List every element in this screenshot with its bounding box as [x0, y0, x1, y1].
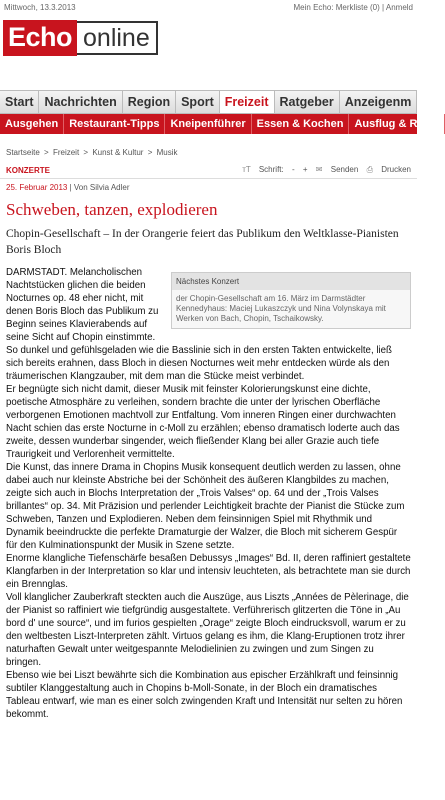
article-paragraph: Enorme klangliche Tiefenschärfe besaßen Debussys „Images“ Bd. II, deren raffiniert gestaltete Klangfarben in der Interpretation so klar und intensiv leuchteten, als betrachtete man sie durch ein Brennglas. [6, 553, 411, 590]
article-body [6, 266, 411, 721]
article-paragraph: Die Kunst, das innere Drama in Chopins Musik konsequent deutlich werden zu lassen, ohne dabei auch nur kleinste Abstriche bei der Schönheit des äußeren Klangbildes zu machen, zeigte sich auch in Blochs Interpretation der „Trois Valses“ op. 64 und der „Trois Valses brillantes“ op. 34. Mit Präzision und perlender Leichtigkeit brachte der Pianist die Stücke zum Schweben, Tanzen und Explodieren. Neben dem feinsinnigen Spiel mit Rhythmik und Dynamik beeindruckte die perfekte Dramaturgie der Walzer, die Bloch mit sicherem Gespür für den Kulminationspunkt der Musik in Szene setzte. [6, 462, 405, 551]
article-paragraph: Voll klanglicher Zauberkraft steckten auch die Auszüge, aus Liszts „Années de Pèlerinage, die der Pianist so raffiniert wie tiefgründig ausgestaltete. Verführerisch glitzerten die Töne in „Au bord d' une source“, und im furios gespielten „Orage“ zeigte Bloch eindrucksvoll, warum er zu den weltbesten Liszt-Interpreten zählt. Virtuos gelang es ihm, die Klang-Eruptionen trotz ihrer naturhaften Gewalt unter weitgespannte Melodielinien zu zwingen und zum Singen zu bringen. [6, 592, 409, 668]
font-increase-button[interactable]: + [302, 165, 308, 174]
breadcrumb-separator: > [44, 148, 49, 157]
breadcrumb-separator: > [147, 148, 153, 157]
main-navigation [0, 90, 417, 114]
nav-item-region[interactable]: Region [123, 91, 176, 113]
current-date: Mittwoch, 13.3.2013 [4, 2, 76, 12]
nav-item-anzeigen[interactable]: Anzeigenm [340, 91, 418, 113]
next-concert-infobox [171, 272, 411, 329]
subnav-item-ausgehen[interactable]: Ausgehen [0, 114, 64, 134]
article-date: 25. Februar 2013 [6, 183, 68, 192]
top-bar [0, 0, 417, 14]
logo-online: online [77, 21, 158, 55]
article-dateline [0, 179, 417, 192]
login-link[interactable]: Anmeld [385, 2, 413, 12]
nav-item-start[interactable]: Start [0, 91, 39, 113]
nav-item-nachrichten[interactable]: Nachrichten [39, 91, 122, 113]
mein-echo-label: Mein Echo: [293, 2, 334, 12]
article-title: Schweben, tanzen, explodieren [6, 200, 218, 219]
logo-echo: Echo [3, 20, 77, 56]
article-paragraph: Ebenso wie bei Liszt bewährte sich die Kombination aus epischer Erzählkraft und feinsinnig subtiler Klanggestaltung auch in Chopins b-Moll-Sonate, in der Bloch ein dramatisches Tableau entwarf, wie man es einer solch zwingenden Kraft und Intensität nur selten zu hören bekommt. [6, 670, 403, 720]
nav-item-freizeit[interactable]: Freizeit [220, 91, 275, 113]
breadcrumb-musik[interactable]: Musik [156, 148, 178, 157]
subnav-item-essen-kochen[interactable]: Essen & Kochen [252, 114, 350, 134]
logo[interactable] [0, 14, 417, 62]
article-paragraph: DARMSTADT. Melancholischen Nachtstücken glichen die beiden Nocturnes op. 48 eher nicht, mit denen Boris Bloch das Publikum zu Beginn seines Klavierabends auf seine Sicht auf Chopin einstimmte. So dunkel und gefühlsgeladen wie die Basslinie sich in den ersten Takten entwickelte, ließ sich bereits erahnen, dass Bloch in diesen Nocturnes weit mehr entdecken würde als den träumerischen Klangzauber, mit dem man die Stücke meist verbindet. [6, 267, 392, 382]
font-size-label: Schrift: [258, 165, 284, 174]
sub-navigation [0, 114, 439, 134]
article-author: | Von Silvia Adler [69, 183, 130, 192]
breadcrumb-freizeit[interactable]: Freizeit [52, 148, 80, 157]
article-paragraph: Er begnügte sich nicht damit, dieser Musik mit feinster Kolorierungskunst eine dichte, poetische Atmosphäre zu verleihen, sondern brachte die unter der lyrischen Oberfläche verborgenen Emotionen machtvoll zur Entfaltung. Vom inneren Ringen einer durchwachten Nacht schien das erste Nocturne in c-Moll zu erzählen; ebenso dramatisch loderte auch das zweite, dessen wunderbar singender, weich fließender Klang bei aller Grazie auch tiefe Traurigkeit und Verlorenheit vermittelte. [6, 384, 400, 460]
print-button[interactable]: Drucken [381, 165, 411, 174]
nav-item-ratgeber[interactable]: Ratgeber [275, 91, 340, 113]
font-size-icon: ᴛT [242, 165, 251, 174]
breadcrumb-kunst-kultur[interactable]: Kunst & Kultur [92, 148, 144, 157]
article-tools [236, 165, 411, 175]
article-lead: Chopin-Gesellschaft – In der Orangerie feiert das Publikum den Weltklasse-Pianisten Boris Bloch [6, 228, 399, 256]
article-kicker: KONZERTE [6, 165, 50, 175]
merkliste-link[interactable]: Merkliste (0) [335, 2, 380, 12]
article-toolbar [0, 162, 417, 179]
breadcrumb-startseite[interactable]: Startseite [6, 148, 40, 157]
nav-item-sport[interactable]: Sport [176, 91, 220, 113]
subnav-item-ausflug-reise[interactable]: Ausflug & Reise [349, 114, 444, 134]
breadcrumb [0, 148, 417, 157]
infobox-title: Nächstes Konzert [172, 273, 410, 290]
font-decrease-button[interactable]: - [291, 165, 295, 174]
print-icon: ⎙ [366, 165, 373, 174]
breadcrumb-separator: > [83, 148, 89, 157]
subnav-item-restaurant-tipps[interactable]: Restaurant-Tipps [64, 114, 165, 134]
account-links: Mein Echo: Merkliste (0) | Anmeld [293, 2, 413, 12]
infobox-text: der Chopin-Gesellschaft am 16. März im Darmstädter Kennedyhaus: Maciej Lukaszczyk und Nina Volynskaya mit Werken von Bach, Chopin, Tschaikowsky. [172, 290, 410, 328]
mail-icon: ✉ [315, 165, 323, 174]
send-button[interactable]: Senden [330, 165, 359, 174]
subnav-item-kneipenfuehrer[interactable]: Kneipenführer [165, 114, 251, 134]
